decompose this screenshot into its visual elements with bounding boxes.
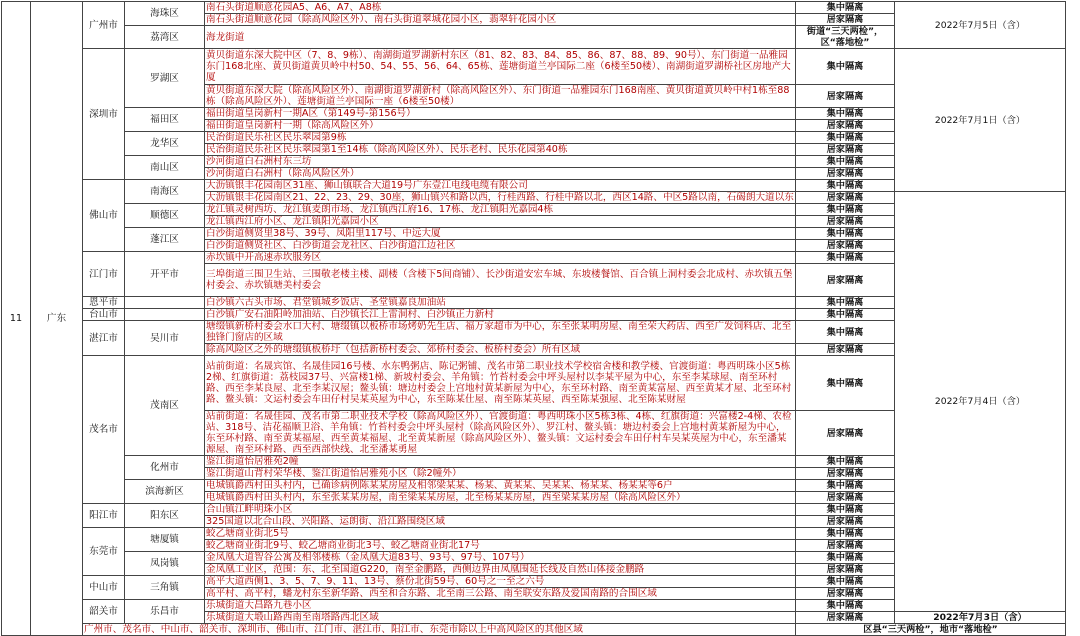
place-cell: 海龙街道 [205,26,796,49]
measure-cell: 居家隔离 [796,14,895,26]
measure-cell: 居家隔离 [796,492,895,504]
place-cell: 白沙镇六古头市场、君堂镇城乡饭店、圣堂镇嘉良加油站 [205,297,796,309]
measure-cell: 居家隔离 [796,192,895,204]
measure-cell: 居家隔离 [796,264,895,297]
place-cell: 福田街道皇岗新村一期（除高风险区外） [205,120,796,132]
place-cell: 蛟乙塘商业街北5号 [205,528,796,540]
city-cell: 佛山市 [83,180,125,252]
place-cell: 325国道以北合山段、兴阳路、运朗街、沿江路围绕区域 [205,516,796,528]
measure-cell: 居家隔离 [796,588,895,600]
city-cell: 深圳市 [83,49,125,180]
place-cell: 蛟乙塘商业街北9号、蛟乙塘商业街北3号、蛟乙塘商业街北17号 [205,540,796,552]
place-cell: 大沥镇银丰花园南区31座、狮山镇联合大道19号广东壹江电线电缆有限公司 [205,180,796,192]
place-cell: 金凤凰工业区，范围：东、北至国道G220，南至金鹏路，西侧边界由凤凰围延长线及自然山体接金鹏路 [205,564,796,576]
province-cell: 广东 [31,2,83,636]
measure-cell: 集中隔离 [796,252,895,264]
district-cell: 南山区 [125,156,205,180]
place-cell: 沙河街道白石洲村（除高风险区外） [205,168,796,180]
measure-cell: 集中隔离 [796,309,895,321]
measure-cell: 居家隔离 [796,120,895,132]
measure-cell: 居家隔离 [796,344,895,356]
date-cell: 2022年7月3日（含） [895,612,1066,624]
place-cell: 三埠街道三围卫生站、三围敬老楼主楼、副楼（含楼下5间商铺）、长沙街道安宏车城、东坡楼餐馆、百合镇上洞村委会北成村、赤坎镇五堡村委会、赤坎镇塘美村委会 [205,264,796,297]
place-cell: 高平大道西侧1、3、5、7、9、11、13号、蔡份北街59号、60号之一至之六号 [205,576,796,588]
date-cell: 2022年7月5日（含） [895,2,1066,49]
place-cell: 民治街道民乐社区民乐翠园第1至14栋（除高风险区外）、民乐老村、民乐花园第40栋 [205,144,796,156]
district-cell: 乐昌市 [125,600,205,624]
district-cell: 福田区 [125,108,205,132]
measure-cell: 集中隔离 [796,600,895,612]
measure-cell: 集中隔离 [796,108,895,120]
place-cell: 站前街道：名晟宾馆、名晟佳园16号楼、水东鸭粥店、陈记粥铺、茂名市第二职业技术学校宿舍楼和教学楼、官渡街道：粤西明珠小区5栋2梯、红旗街道：荔枝园37号、兴富楼1梯、新坡村委会、羊角镇：竹苔村委会中坪头屋村以李某平屋为中心，东至李某球屋、南至环村路、西至李某良屋、北至李某汉屋；鳌头镇：塘边村委会上宫地村黄某新屋为中心，东至环村路、南至黄某富屋、西至黄某才屋、北至环村路、鳌头镇：文运村委会车田仔村吴某英屋为中心，东至陈某仕屋、南至陈某英屋、西至陈某强屋、北至陈某财屋 [205,356,796,411]
place-cell: 赤坎镇中开高速赤坎服务区 [205,252,796,264]
measure-cell: 居家隔离 [796,168,895,180]
measure-cell: 集中隔离 [796,228,895,240]
measure-cell: 集中隔离 [796,504,895,516]
district-cell: 滨海新区 [125,480,205,504]
place-cell: 沙河街道白石洲村东三坊 [205,156,796,168]
measure-cell: 居家隔离 [796,144,895,156]
district-cell: 罗湖区 [125,49,205,108]
city-cell: 广州市 [83,2,125,49]
place-cell: 合山镇江畔明珠小区 [205,504,796,516]
district-cell: 龙华区 [125,132,205,156]
district-cell: 阳东区 [125,504,205,528]
district-cell: 蓬江区 [125,228,205,252]
city-cell: 韶关市 [83,600,125,624]
date-cell: 2022年7月4日（含） [895,192,1066,612]
place-cell: 广州市、茂名市、中山市、韶关市、深圳市、佛山市、江门市、湛江市、阳江市、东莞市除以上中高风险区的其他区域 [83,624,796,636]
district-cell: 南海区 [125,180,205,204]
measure-cell: 集中隔离 [796,552,895,564]
city-cell: 阳江市 [83,504,125,528]
place-cell: 黄贝街道东深大院（除高风险区外）、南湖街道罗湖新村（除高风险区外）、东门街道一品雅园东门168南座、黄贝街道黄贝岭中村1栋至88栋（除高风险区外）、莲塘街道兰亭国际一座（6楼至50楼） [205,85,796,108]
place-cell: 大沥镇银丰花园南区21、22、23、29、30座，狮山镇兴和路以西，行桂西路、行桂中路以北，西区14路、中区5路以南，石碣朗大道以东 [206,192,794,203]
district-cell: 茂南区 [125,356,205,456]
city-cell: 东莞市 [83,528,125,576]
place-cell: 福田街道皇岗新村一期A区（第149号-第156号） [205,108,796,120]
place-cell: 电城镇爵西村田头村内，东至张某某房屋，南至梁某某房屋，北至杨某某房屋，西至梁某某房屋（除高风险区外） [205,492,796,504]
measure-cell: 集中隔离 [796,156,895,168]
measure-cell: 居家隔离 [796,564,895,576]
measure-cell: 街道“三天两检”，区“落地检” [796,26,895,49]
city-cell: 江门市 [83,252,125,297]
measure-cell: 集中隔离 [796,297,895,309]
place-cell: 龙江镇西江府小区、龙江镇阳光嘉园小区 [205,216,796,228]
place-cell: 白沙街道侧贤社区、白沙街道会龙社区、白沙街道江边社区 [205,240,796,252]
district-cell [125,309,205,321]
city-cell: 恩平市 [83,297,125,309]
place-cell: 乐城街道大塅山路西南至南塔路西北区域 [205,612,796,624]
place-cell: 金凤凰大道智谷公寓及相邻楼栋（金凤凰大道83号、93号、97号、107号） [205,552,796,564]
city-cell: 湛江市 [83,321,125,356]
date-cell: 2022年7月1日（含） [895,49,1066,192]
measure-cell: 集中隔离 [796,480,895,492]
measure-cell: 集中隔离 [796,576,895,588]
measure-cell: 集中隔离 [796,456,895,468]
measure-cell: 集中隔离 [796,2,895,14]
place-cell: 鉴江街道山背村荣华楼、鉴江街道怡居雅苑小区（除2幢外） [205,468,796,480]
place-cell: 塘缀镇新桥村委会水口大村、塘缀镇以板桥市场烤奶先生店、福万家超市为中心，东至张某明房屋、南至荣大药店、西至广发饲料店、北至独锋门窗店的区域 [205,321,796,344]
measure-cell: 区县“三天两检”，地市“落地检” [796,624,1066,636]
city-cell: 茂名市 [83,356,125,504]
measure-cell: 集中隔离 [796,49,895,85]
measure-cell: 居家隔离 [796,612,895,624]
place-cell: 南石头街道顺意花园A5、A6、A7、A8栋 [205,2,796,14]
place-cell: 黄贝街道东深大院中区（7、8、9栋）、南湖街道罗湖新村东区（81、82、83、84、85、86、87、88、89、90号）、东门街道一品雅园东门168北座、黄贝街道黄贝岭中村50、54、55、56、64、65栋、莲塘街道兰亭国际二座（6楼至50楼）、南湖街道罗湖桥社区房地产大厦 [205,49,796,85]
place-cell: 白沙街道侧贤里38号、39号、凤阳里117号、中远大厦 [205,228,796,240]
table-row [2,624,1066,636]
city-cell: 台山市 [83,309,125,321]
measure-cell: 集中隔离 [796,204,895,216]
district-cell: 开平市 [125,252,205,297]
district-cell: 顺德区 [125,204,205,228]
table-row [2,2,1066,14]
measure-cell: 集中隔离 [796,180,895,192]
measure-cell: 居家隔离 [796,468,895,480]
table-row [2,49,1066,85]
measure-cell: 集中隔离 [796,356,895,411]
district-cell: 海珠区 [125,2,205,26]
district-cell: 三角镇 [125,576,205,600]
place-cell: 电城镇爵西村田头村内，已确诊病例陈某某房屋及相邻梁某某、杨某、黄某某、吴某某、杨某某、杨某某等6户 [205,480,796,492]
district-cell: 凤岗镇 [125,552,205,576]
measure-cell: 集中隔离 [796,321,895,344]
measure-cell: 集中隔离 [796,528,895,540]
measure-cell: 居家隔离 [796,240,895,252]
place-cell: 除高风险区之外的塘缀镇板桥圩（包括新桥村委会、郊桥村委会、板桥村委会）所有区域 [205,344,796,356]
district-cell: 吴川市 [125,321,205,356]
place-cell: 鉴江街道怡居雅苑2幢 [205,456,796,468]
place-cell: 民治街道民乐社区民乐翠园第9栋 [205,132,796,144]
measure-cell: 居家隔离 [796,85,895,108]
seq-cell: 11 [2,2,31,636]
city-cell: 中山市 [83,576,125,600]
measure-cell: 居家隔离 [796,411,895,456]
place-cell: 高平村、高平村，蟠龙村东至新华路、西至和合东路、北至南三公路、南至联安东路及爱国南路的合围区域 [205,588,796,600]
district-cell: 荔湾区 [125,26,205,49]
district-cell [125,297,205,309]
risk-area-table [1,1,1066,636]
place-cell: 站前街道：名晟佳园、茂名市第二职业技术学校（除高风险区外）、官渡街道：粤西明珠小区5栋3栋、4栋、红旗街道：兴富楼2-4梯、农检站、318号、洁花福顺卫浴、羊角镇：竹苔村委会中坪头屋村（除高风险区外）、罗江村、鳌头镇：塘边村委会上宫地村黄某新屋为中心，东至环村路、南至黄某福屋、西至黄某福屋、北至黄某新屋（除高风险区外）、鳌头镇：文运村委会车田仔村车吴某英屋为中心，东至潘某源屋、南至环村路、西至西部快线、北至潘某勇屋 [205,411,796,456]
measure-cell: 集中隔离 [796,132,895,144]
measure-cell: 居家隔离 [796,216,895,228]
place-cell: 龙江镇灵树西坊、龙江镇麦朗市场、龙江镇西江府16、17栋、龙江镇阳光嘉园4栋 [205,204,796,216]
place-cell: 南石头街道顺意花园（除高风险区外）、南石头街道翠城花园小区，翡翠轩花园小区 [205,14,796,26]
place-cell: 乐城街道大昌路九巷小区 [205,600,796,612]
place-cell: 白沙镇广安石油阳岭加油站、白沙镇长江上雷洞村、白沙镇正力新村 [205,309,796,321]
measure-cell: 居家隔离 [796,516,895,528]
measure-cell: 居家隔离 [796,540,895,552]
district-cell: 塘厦镇 [125,528,205,552]
district-cell: 化州市 [125,456,205,480]
